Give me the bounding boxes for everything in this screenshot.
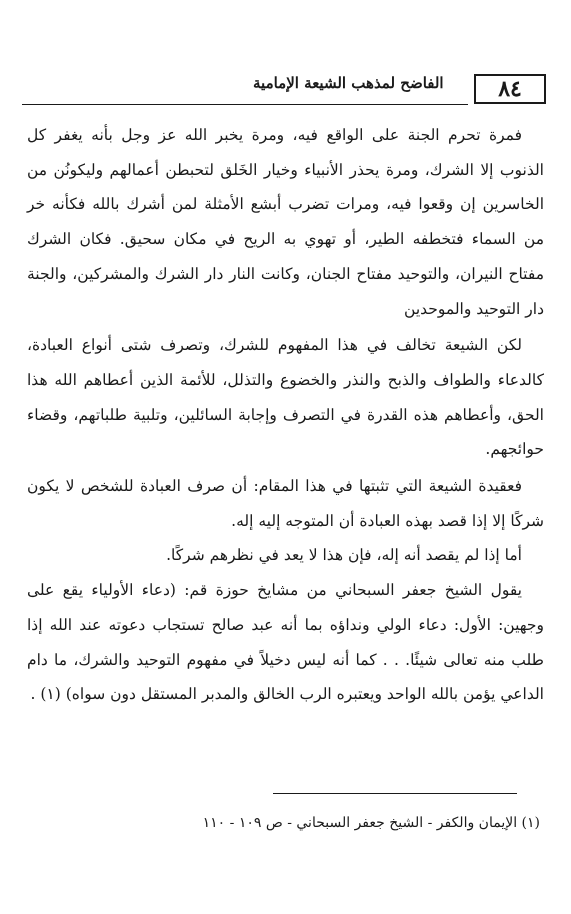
paragraph: يقول الشيخ جعفر السبحاني من مشايخ حوزة قم: (دعاء الأولياء يقع على وجهين: الأول: دعاء الولي ونداؤه بما أنه عبد صالح تستجاب دعوته عند الله إذا طلب منه تعالى شيئًا. . . كما أنه ليس دخيلاً في مفهوم التوحيد والشرك، ما دام الداعي يؤمن بالله الواحد ويعتبره الرب الخالق والمدبر المستقل دون سواه) (١) .	[27, 581, 544, 704]
footnote-rule	[273, 793, 517, 794]
paragraph: لكن الشيعة تخالف في هذا المفهوم للشرك، وتصرف شتى أنواع العبادة، كالدعاء والطواف والذبح والنذر والخضوع والتذلل، للأئمة الذين أعطاهم الله هذا الحق، وأعطاهم هذه القدرة في التصرف وإجابة السائلين، وتلبية طلباتهم، وقضاء حوائجهم.	[27, 336, 544, 459]
running-title: الفاضح لمذهب الشيعة الإمامية	[253, 74, 444, 92]
page-number: ٨٤	[474, 74, 546, 104]
paragraph: فعقيدة الشيعة التي تثبتها في هذا المقام: أن صرف العبادة للشخص لا يكون شركًا إلا إذا قصد بهذه العبادة أن المتوجه إليه إله.	[27, 477, 544, 530]
footnote: (١) الإيمان والكفر - الشيخ جعفر السبحاني - ص ١٠٩ - ١١٠	[202, 815, 540, 831]
body-text	[27, 118, 544, 712]
header-rule	[22, 104, 468, 105]
paragraph: أما إذا لم يقصد أنه إله، فإن هذا لا يعد في نظرهم شركًا.	[166, 546, 522, 565]
paragraph: فمرة تحرم الجنة على الواقع فيه، ومرة يخبر الله عز وجل بأنه يغفر كل الذنوب إلا الشرك، ومرة يحذر الأنبياء وخيار الخَلق لتحبطن أعمالهم وليكونُن من الخاسرين إن وقعوا فيه، ومرات تضرب أبشع الأمثلة لمن أشرك بالله فكأنه خر من السماء فتخطفه الطير، أو تهوي به الريح في مكان سحيق. فكان الشرك مفتاح النيران، والتوحيد مفتاح الجنان، وكانت النار دار الشرك والمشركين، والجنة دار التوحيد والموحدين	[27, 126, 544, 318]
page-header	[22, 68, 546, 108]
